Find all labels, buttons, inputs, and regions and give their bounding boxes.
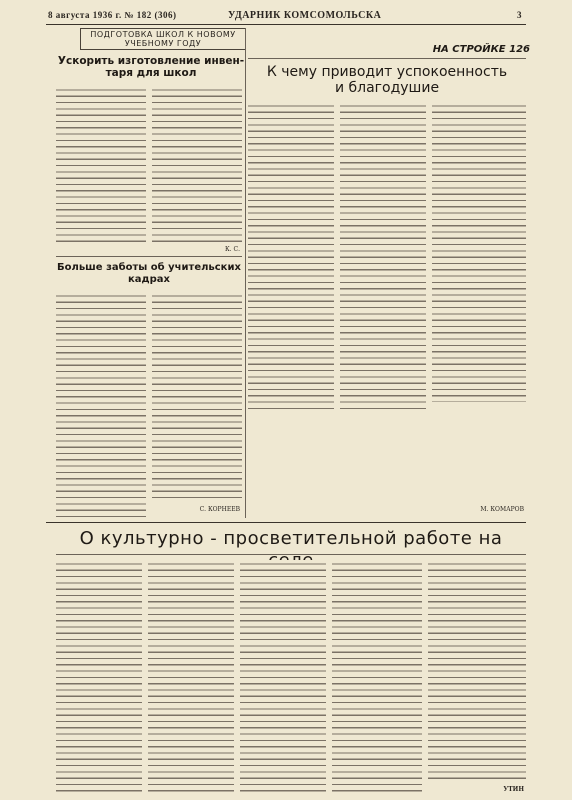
teachers-headline xyxy=(56,262,242,286)
culture-body-col2 xyxy=(148,560,234,792)
header-rule xyxy=(46,24,526,25)
school-signature: К. С. xyxy=(225,246,240,253)
issue-date: 8 августа 1936 г. № 182 (306) xyxy=(48,10,177,20)
school-headline-line2: таря для школ xyxy=(105,67,197,79)
stroika-headline-line1: К чему приводит успокоенность xyxy=(266,64,508,80)
teachers-body-col2 xyxy=(152,292,242,502)
school-body-col1 xyxy=(56,86,146,246)
culture-headline-rule xyxy=(56,554,526,555)
stroika-body-col3 xyxy=(432,102,526,410)
culture-body-col3 xyxy=(240,560,326,792)
school-headline xyxy=(56,55,246,79)
column-divider-main xyxy=(245,28,246,518)
school-body-col2 xyxy=(152,86,242,246)
culture-top-rule xyxy=(46,522,526,523)
stroika-body-col1 xyxy=(248,102,334,410)
culture-body-col1 xyxy=(56,560,142,792)
teachers-top-rule xyxy=(56,256,242,257)
newspaper-name: УДАРНИК КОМСОМОЛЬСКА xyxy=(228,10,382,21)
school-kicker-line2: УЧЕБНОМУ ГОДУ xyxy=(124,39,202,48)
stroika-signature: М. КОМАРОВ xyxy=(480,506,524,513)
teachers-headline-line2: кадрах xyxy=(128,274,170,285)
teachers-body-col1 xyxy=(56,292,146,518)
culture-body-col4 xyxy=(332,560,422,792)
stroika-body-col2 xyxy=(340,102,426,410)
teachers-headline-line1: Больше заботы об учительских xyxy=(57,262,241,273)
culture-headline: О культурно - просветительной работе на xyxy=(79,528,503,549)
school-headline-line1: Ускорить изготовление инвен- xyxy=(57,55,245,67)
page-header xyxy=(48,8,522,22)
teachers-signature: С. КОРНЕЕВ xyxy=(199,506,240,513)
stroika-headline xyxy=(248,64,526,96)
school-kicker-line1: ПОДГОТОВКА ШКОЛ К НОВОМУ xyxy=(90,30,236,39)
stroika-kicker-rule xyxy=(248,58,526,59)
culture-body-col5 xyxy=(428,560,526,782)
stroika-kicker: НА СТРОЙКЕ 126 xyxy=(432,44,530,55)
school-kicker xyxy=(80,28,246,50)
stroika-headline-line2: и благодушие xyxy=(334,80,440,96)
culture-signature: УТИН xyxy=(503,786,524,793)
page-number: 3 xyxy=(517,10,522,20)
